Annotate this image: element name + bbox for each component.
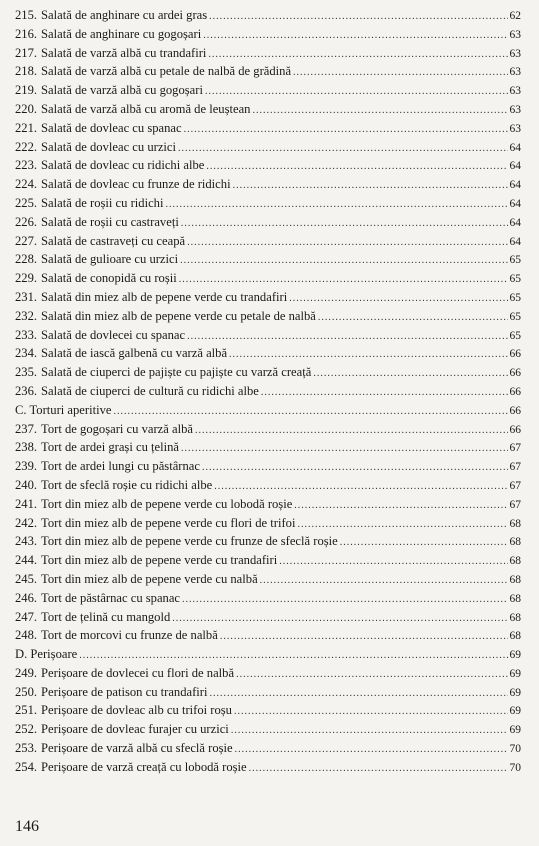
toc-entry: [15, 420, 521, 439]
entry-number: 235.: [15, 365, 38, 380]
entry-page: 68: [509, 555, 521, 568]
entry-number: 246.: [15, 590, 38, 605]
dot-leader: [178, 140, 507, 159]
entry-number: 229.: [15, 271, 38, 286]
entry-page: 65: [509, 291, 521, 304]
entry-title: Salată de dovleac cu frunze de ridichi: [41, 177, 231, 192]
entry-title: Tort din miez alb de pepene verde cu lobodă roșie: [41, 496, 293, 511]
entry-title: Salată de ciuperci de cultură cu ridichi albe: [41, 383, 259, 398]
entry-title: Salată de varză albă cu petale de nalbă de grădină: [41, 64, 292, 79]
entry-number: 244.: [15, 553, 38, 568]
toc-entry: [15, 344, 521, 363]
entry-title: Salată de roșii cu castraveți: [41, 214, 179, 229]
entry-page: 64: [509, 197, 521, 210]
toc-entry: [15, 457, 521, 476]
toc-entry: [15, 551, 521, 570]
dot-leader: [279, 553, 507, 572]
toc-entry: [15, 589, 521, 608]
entry-number: 219.: [15, 83, 38, 98]
entry-page: 66: [509, 385, 521, 398]
entry-page: 63: [509, 28, 521, 41]
entry-number: 231.: [15, 289, 38, 304]
dot-leader: [252, 102, 507, 121]
entry-page: 67: [509, 442, 521, 455]
toc-entry: [15, 495, 521, 514]
entry-number: 247.: [15, 609, 38, 624]
entry-title: Tort de ardei lungi cu păstârnac: [41, 459, 200, 474]
entry-title: Tort de țelină cu mangold: [41, 609, 171, 624]
entry-page: 65: [509, 273, 521, 286]
entry-title: Salată de conopidă cu roșii: [41, 271, 177, 286]
entry-page: 64: [509, 235, 521, 248]
entry-number: 236.: [15, 383, 38, 398]
entry-number: 240.: [15, 477, 38, 492]
entry-page: 64: [509, 179, 521, 192]
toc-entry: [15, 532, 521, 551]
toc-entry: [15, 683, 521, 702]
toc-entry: [15, 194, 521, 213]
entry-page: 67: [509, 498, 521, 511]
entry-title: Salată de dovleac cu urzici: [41, 139, 177, 154]
dot-leader: [318, 309, 508, 328]
entry-page: 69: [509, 724, 521, 737]
dot-leader: [294, 497, 507, 516]
entry-number: 254.: [15, 759, 38, 774]
entry-title: Salată de castraveți cu ceapă: [41, 233, 186, 248]
entry-title: Perișoare de dovleac alb cu trifoi roșu: [41, 703, 232, 718]
entry-title: Perișoare de varză creață cu lobodă roșie: [41, 759, 247, 774]
entry-number: 225.: [15, 195, 38, 210]
dot-leader: [236, 666, 507, 685]
entry-title: Salată de anghinare cu ardei gras: [41, 8, 208, 22]
entry-page: 66: [509, 423, 521, 436]
dot-leader: [210, 685, 508, 704]
dot-leader: [165, 196, 507, 215]
toc-entry: [15, 175, 521, 194]
entry-number: 217.: [15, 45, 38, 60]
entry-title: Tort de sfeclă roșie cu ridichi albe: [41, 477, 213, 492]
entry-page: 69: [509, 705, 521, 718]
dot-leader: [249, 760, 508, 779]
entry-number: 250.: [15, 684, 38, 699]
toc-entry: [15, 701, 521, 720]
toc-entry: [15, 514, 521, 533]
dot-leader: [181, 440, 508, 459]
entry-title: Salată de dovlecei cu spanac: [41, 327, 186, 342]
toc-entry: [15, 758, 521, 777]
dot-leader: [231, 722, 508, 741]
entry-number: 218.: [15, 64, 38, 79]
entry-page: 64: [509, 216, 521, 229]
dot-leader: [172, 610, 507, 629]
entry-page: 69: [509, 667, 521, 680]
entry-title: Salată de anghinare cu gogoșari: [41, 26, 202, 41]
entry-page: 63: [509, 47, 521, 60]
entry-number: 220.: [15, 101, 38, 116]
entry-page: 69: [509, 686, 521, 699]
entry-number: 238.: [15, 440, 38, 455]
entry-number: 232.: [15, 308, 38, 323]
entry-page: 68: [509, 517, 521, 530]
entry-title: Perișoare de dovlecei cu flori de nalbă: [41, 665, 235, 680]
entry-page: 63: [509, 122, 521, 135]
entry-page: 68: [509, 611, 521, 624]
entry-number: 224.: [15, 177, 38, 192]
dot-leader: [187, 234, 507, 253]
entry-title: Tort din miez alb de pepene verde cu trandafiri: [41, 553, 278, 568]
entry-number: 226.: [15, 214, 38, 229]
entry-number: 241.: [15, 496, 38, 511]
toc-section-heading: [15, 645, 521, 664]
entry-title: Tort de morcovi cu frunze de nalbă: [41, 628, 218, 643]
toc-entry: [15, 138, 521, 157]
toc-entry: [15, 213, 521, 232]
entry-number: 243.: [15, 534, 38, 549]
toc-entry: [15, 382, 521, 401]
entry-title: Salată din miez alb de pepene verde cu trandafiri: [41, 289, 288, 304]
dot-leader: [187, 328, 507, 347]
entry-number: 221.: [15, 120, 38, 135]
entry-page: 65: [509, 329, 521, 342]
entry-title: Perișoare de varză albă cu sfeclă roșie: [41, 741, 233, 756]
entry-page: 70: [509, 761, 521, 774]
toc-entry: [15, 363, 521, 382]
toc-entry: [15, 232, 521, 251]
entry-page: 62: [509, 10, 521, 22]
entry-title: C. Torturi aperitive: [15, 402, 112, 417]
entry-title: Salată de iască galbenă cu varză albă: [41, 346, 228, 361]
toc-entry: [15, 608, 521, 627]
dot-leader: [203, 27, 507, 46]
entry-page: 63: [509, 103, 521, 116]
entry-title: Salată de varză albă cu trandafiri: [41, 45, 207, 60]
toc-entry: [15, 6, 521, 25]
entry-title: D. Perișoare: [15, 647, 78, 662]
entry-number: 252.: [15, 722, 38, 737]
entry-number: 222.: [15, 139, 38, 154]
entry-title: Salată de dovleac cu spanac: [41, 120, 182, 135]
dot-leader: [260, 572, 508, 591]
toc-entry: [15, 288, 521, 307]
dot-leader: [313, 365, 507, 384]
toc-entry: [15, 81, 521, 100]
entry-page: 68: [509, 630, 521, 643]
table-of-contents: [15, 6, 521, 777]
entry-title: Tort de gogoșari cu varză albă: [41, 421, 193, 436]
toc-entry: [15, 720, 521, 739]
entry-title: Perișoare de dovleac furajer cu urzici: [41, 722, 229, 737]
toc-entry: [15, 156, 521, 175]
entry-page: 64: [509, 160, 521, 173]
entry-page: 63: [509, 85, 521, 98]
entry-page: 69: [509, 649, 521, 662]
entry-title: Salată de dovleac cu ridichi albe: [41, 158, 205, 173]
entry-page: 67: [509, 479, 521, 492]
entry-page: 64: [509, 141, 521, 154]
toc-entry: [15, 44, 521, 63]
toc-entry: [15, 570, 521, 589]
entry-title: Salată de roșii cu ridichi: [41, 195, 164, 210]
entry-number: 245.: [15, 571, 38, 586]
toc-entry: [15, 626, 521, 645]
dot-leader: [261, 384, 508, 403]
dot-leader: [209, 8, 507, 27]
entry-number: 237.: [15, 421, 38, 436]
entry-page: 65: [509, 310, 521, 323]
entry-number: 215.: [15, 8, 38, 22]
dot-leader: [180, 252, 507, 271]
entry-page: 66: [509, 404, 521, 417]
entry-number: 234.: [15, 346, 38, 361]
toc-section-heading: [15, 401, 521, 420]
entry-title: Perișoare de patison cu trandafiri: [41, 684, 208, 699]
dot-leader: [182, 591, 507, 610]
dot-leader: [206, 158, 507, 177]
entry-number: 216.: [15, 26, 38, 41]
toc-entry: [15, 119, 521, 138]
dot-leader: [233, 177, 508, 196]
dot-leader: [220, 628, 508, 647]
dot-leader: [234, 703, 508, 722]
toc-entry: [15, 664, 521, 683]
entry-number: 227.: [15, 233, 38, 248]
entry-page: 66: [509, 367, 521, 380]
entry-page: 63: [509, 66, 521, 79]
entry-number: 253.: [15, 741, 38, 756]
entry-title: Salată de varză albă cu aromă de leuștean: [41, 101, 251, 116]
toc-entry: [15, 438, 521, 457]
entry-page: 68: [509, 536, 521, 549]
toc-entry: [15, 476, 521, 495]
entry-title: Tort de ardei grași cu țelină: [41, 440, 179, 455]
dot-leader: [195, 422, 508, 441]
toc-entry: [15, 100, 521, 119]
entry-title: Tort din miez alb de pepene verde cu frunze de sfeclă roșie: [41, 534, 338, 549]
dot-leader: [340, 534, 508, 553]
entry-number: 228.: [15, 252, 38, 267]
entry-page: 66: [509, 348, 521, 361]
dot-leader: [289, 290, 507, 309]
entry-number: 248.: [15, 628, 38, 643]
entry-page: 67: [509, 461, 521, 474]
entry-title: Salată de gulioare cu urzici: [41, 252, 179, 267]
entry-number: 242.: [15, 515, 38, 530]
entry-page: 68: [509, 573, 521, 586]
dot-leader: [293, 64, 507, 83]
entry-number: 251.: [15, 703, 38, 718]
toc-entry: [15, 25, 521, 44]
entry-title: Salată din miez alb de pepene verde cu petale de nalbă: [41, 308, 316, 323]
dot-leader: [181, 215, 508, 234]
dot-leader: [184, 121, 508, 140]
page-number: 146: [15, 818, 39, 835]
entry-number: 233.: [15, 327, 38, 342]
entry-title: Salată de varză albă cu gogoșari: [41, 83, 203, 98]
dot-leader: [202, 459, 508, 478]
entry-title: Tort din miez alb de pepene verde cu nalbă: [41, 571, 258, 586]
entry-page: 70: [509, 743, 521, 756]
toc-entry: [15, 739, 521, 758]
entry-page: 68: [509, 592, 521, 605]
toc-entry: [15, 250, 521, 269]
entry-number: 223.: [15, 158, 38, 173]
toc-entry: [15, 62, 521, 81]
entry-title: Tort de păstârnac cu spanac: [41, 590, 181, 605]
toc-entry: [15, 307, 521, 326]
entry-page: 65: [509, 254, 521, 267]
entry-title: Tort din miez alb de pepene verde cu flori de trifoi: [41, 515, 296, 530]
entry-number: 239.: [15, 459, 38, 474]
toc-entry: [15, 269, 521, 288]
entry-title: Salată de ciuperci de pajiște cu pajiște cu varză creață: [41, 365, 312, 380]
entry-number: 249.: [15, 665, 38, 680]
dot-leader: [235, 741, 508, 760]
toc-entry: [15, 326, 521, 345]
